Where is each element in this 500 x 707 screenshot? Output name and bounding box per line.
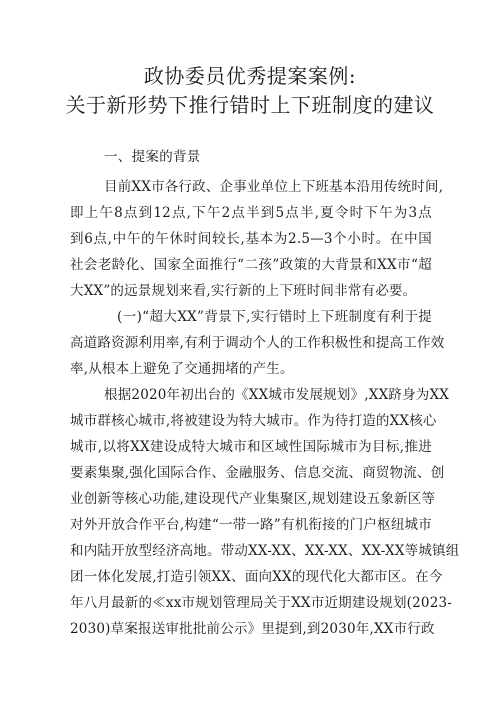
- body-text-line: 年八月最新的≪xx市规划管理局关于XX市近期建设规划(2023-: [70, 595, 453, 611]
- body-text-line: 即上午8点到12点,下午2点半到5点半,夏令时下午为3点: [70, 205, 432, 221]
- body-text-line: 对外开放合作平台,构建“一带一路”有机衔接的门户枢纽城市: [70, 517, 432, 533]
- body-text-line: 要素集聚,强化国际合作、金融服务、信息交流、商贸物流、创: [70, 465, 445, 481]
- document-title-line-2: 关于新形势下推行错时上下班制度的建议: [65, 93, 435, 117]
- body-text-line: 城市群核心城市,将被建设为特大城市。作为待打造的XX核心: [70, 413, 437, 429]
- body-text-line: 团一体化发展,打造引领XX、面向XX的现代化大都市区。在今: [70, 569, 443, 585]
- body-text-line: 目前XX市各行政、企事业单位上下班基本沿用传统时间,: [104, 179, 444, 195]
- body-text-line: 城市,以将XX建设成特大城市和区域性国际城市为目标,推进: [70, 439, 432, 455]
- body-text-line: 高道路资源利用率,有利于调动个人的工作积极性和提高工作效: [70, 335, 445, 351]
- body-text-line: 社会老龄化、国家全面推行“二孩”政策的大背景和XX市“超: [70, 257, 432, 273]
- document-title-line-1: 政协委员优秀提案案例:: [143, 64, 357, 88]
- subsection-heading-line: (一)“超大XX”背景下,实行错时上下班制度有利于提: [117, 309, 432, 325]
- body-text-line: 根据2020年初出台的《XX城市发展规划》,XX跻身为XX: [104, 387, 450, 403]
- body-text-line: 业创新等核心功能,建设现代产业集聚区,规划建设五象新区等: [70, 491, 436, 507]
- section-heading-background: 一、提案的背景: [104, 149, 201, 165]
- body-text-line: 到6点,中午的午休时间较长,基本为2.5—3个小时。在中国: [70, 231, 432, 247]
- body-text-line: 2030)草案报送审批批前公示》里提到,到2030年,XX市行政: [70, 621, 435, 637]
- body-text-line: 率,从根本上避免了交通拥堵的产生。: [70, 361, 294, 377]
- body-text-line: 和内陆开放型经济高地。带动XX-XX、XX-XX、XX-XX等城镇组: [70, 543, 460, 559]
- body-text-line: 大XX”的远景规划来看,实行新的上下班时间非常有必要。: [70, 283, 417, 299]
